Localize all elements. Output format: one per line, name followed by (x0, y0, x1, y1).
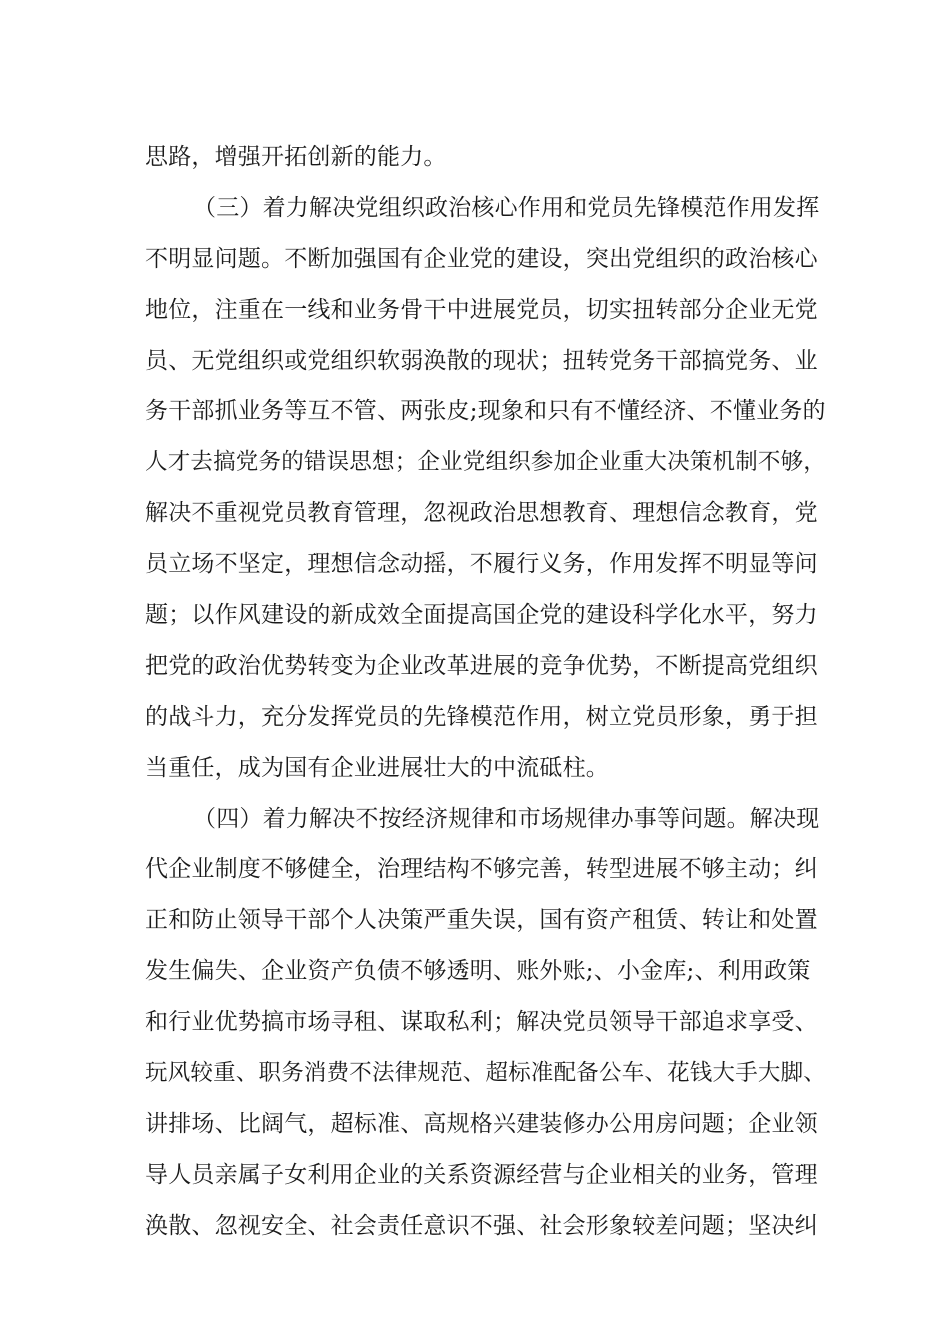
text-line: 当重任，成为国有企业进展壮大的中流砥柱。 (145, 754, 609, 781)
text-line: 地位，注重在一线和业务骨干中进展党员，切实扭转部分企业无党 (145, 296, 818, 323)
text-line: 和行业优势搞市场寻租、谋取私利；解决党员领导干部追求享受、 (145, 1009, 818, 1036)
text-line: 讲排场、比阔气，超标准、高规格兴建装修办公用房问题；企业领 (145, 1110, 818, 1137)
text-line: 涣散、忽视安全、社会责任意识不强、社会形象较差问题；坚决纠 (145, 1212, 818, 1239)
paragraph-first-line: （三）着力解决党组织政治核心作用和党员先锋模范作用发挥 (193, 194, 820, 221)
text-line: 把党的政治优势转变为企业改革进展的竞争优势，不断提高党组织 (145, 652, 818, 679)
paragraph-first-line: （四）着力解决不按经济规律和市场规律办事等问题。解决现 (193, 805, 820, 832)
text-line: 发生偏失、企业资产负债不够透明、账外账;、小金库;、利用政策 (145, 958, 811, 985)
text-line: 解决不重视党员教育管理，忽视政治思想教育、理想信念教育，党 (145, 500, 818, 527)
text-line: 务干部抓业务等互不管、两张皮;现象和只有不懂经济、不懂业务的 (145, 398, 826, 425)
text-line: 的战斗力，充分发挥党员的先锋模范作用，树立党员形象，勇于担 (145, 703, 818, 730)
text-line: 导人员亲属子女利用企业的关系资源经营与企业相关的业务，管理 (145, 1161, 818, 1188)
text-line: 正和防止领导干部个人决策严重失误，国有资产租赁、转让和处置 (145, 907, 818, 934)
document-body (145, 132, 835, 1252)
text-line: 不明显问题。不断加强国有企业党的建设，突出党组织的政治核心 (145, 245, 818, 272)
text-line: 人才去搞党务的错误思想；企业党组织参加企业重大决策机制不够， (145, 449, 827, 476)
text-line: 员、无党组织或党组织软弱涣散的现状；扭转党务干部搞党务、业 (145, 347, 818, 374)
text-line: 思路，增强开拓创新的能力。 (145, 144, 447, 170)
text-line: 员立场不坚定，理想信念动摇，不履行义务，作用发挥不明显等问 (145, 551, 818, 578)
text-line: 题；以作风建设的新成效全面提高国企党的建设科学化水平，努力 (145, 602, 818, 629)
text-line: 代企业制度不够健全，治理结构不够完善，转型进展不够主动；纠 (145, 856, 818, 883)
text-line: 玩风较重、职务消费不法律规范、超标准配备公车、花钱大手大脚、 (145, 1060, 827, 1087)
